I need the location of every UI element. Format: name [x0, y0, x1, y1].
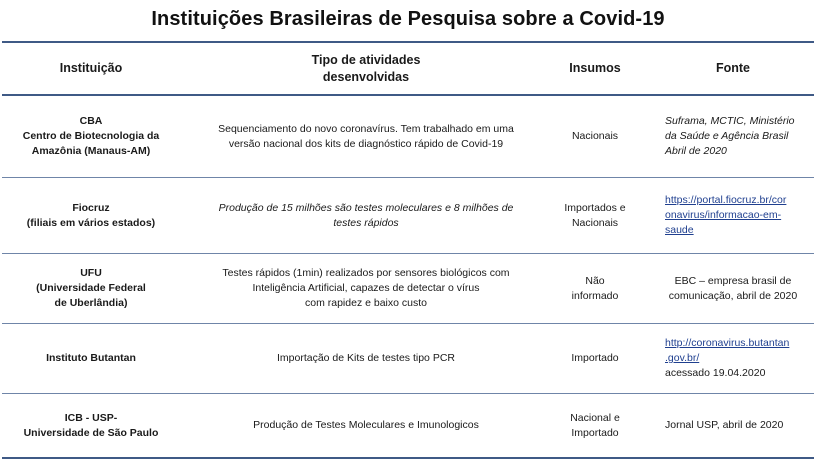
header-insumos: Insumos: [569, 61, 621, 75]
table-row-usp-tipo: Produção de Testes Moleculares e Imunologicos: [253, 419, 479, 431]
table-row-fiocruz-tipo: Produção de 15 milhões são testes moleculares e 8 milhões de testes rápidos: [218, 201, 514, 229]
table-bottom-rule: [2, 457, 814, 459]
page-title: Instituições Brasileiras de Pesquisa sobre a Covid-19: [151, 8, 665, 30]
header-tipo-atividades: Tipo de atividades desenvolvidas: [311, 52, 421, 84]
table-row-cba-insumos: Nacionais: [571, 130, 619, 142]
table-row-butantan-fonte: [665, 324, 815, 393]
table-row-cba-instituicao: CBA Centro de Biotecnologia da Amazônia (Manaus-AM): [22, 115, 160, 157]
table-row-butantan-insumos: Importado: [571, 352, 619, 364]
table-row-usp-fonte: Jornal USP, abril de 2020: [665, 419, 784, 431]
table-row-fiocruz-insumos: Importados e Nacionais: [564, 201, 626, 229]
table-row-ufu-fonte: EBC – empresa brasil de comunicação, abril de 2020: [668, 274, 798, 302]
table-row-butantan-instituicao: Instituto Butantan: [46, 352, 136, 364]
table-row-usp-insumos: Nacional e Importado: [570, 411, 620, 439]
butantan-access-date: acessado 19.04.2020: [665, 367, 766, 379]
butantan-source-link[interactable]: http://coronavirus.butantan .gov.br/: [665, 337, 790, 364]
header-fonte: Fonte: [715, 61, 751, 75]
table-row-cba-tipo: Sequenciamento do novo coronavírus. Tem trabalhado em uma versão nacional dos kits de diagnóstico rápido de Covid-19: [218, 122, 514, 150]
table-row-ufu-instituicao: UFU (Universidade Federal de Uberlândia): [36, 267, 146, 309]
table-row-butantan-tipo: Importação de Kits de testes tipo PCR: [276, 352, 455, 364]
table-row-cba-fonte: Suframa, MCTIC, Ministério da Saúde e Agência Brasil Abril de 2020: [665, 115, 795, 157]
table-row-ufu-tipo: Testes rápidos (1min) realizados por sensores biológicos com Inteligência Artificial, capazes de detectar o vírus com rapidez e baixo custo: [222, 267, 510, 309]
table-row-ufu-insumos: Não informado: [571, 274, 619, 302]
header-instituicao: Instituição: [59, 61, 123, 75]
table-row-usp-instituicao: ICB - USP- Universidade de São Paulo: [23, 411, 159, 439]
table-row-fiocruz-instituicao: Fiocruz (filiais em vários estados): [26, 201, 156, 229]
fiocruz-source-link[interactable]: https://portal.fiocruz.br/cor onavirus/informacao-em- saude: [665, 194, 787, 236]
